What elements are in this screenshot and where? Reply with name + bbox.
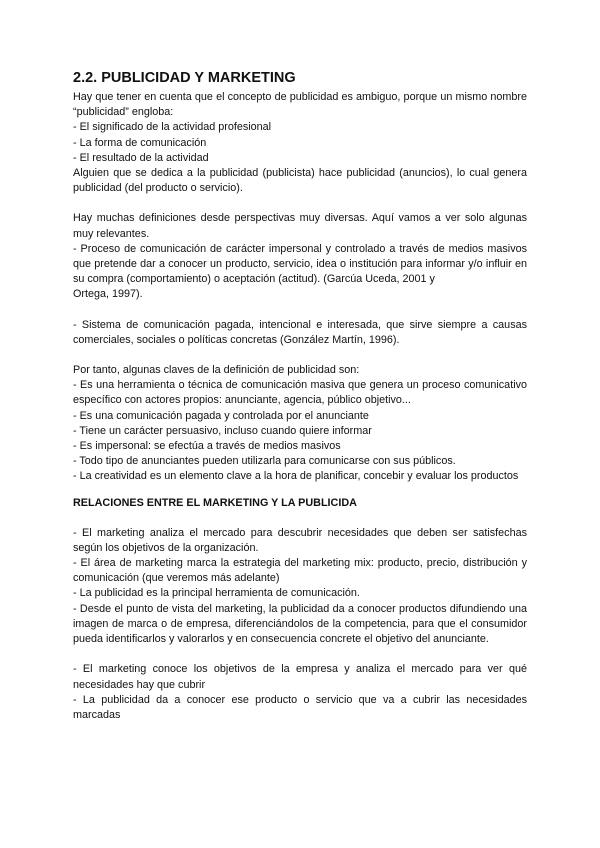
keys-intro: Por tanto, algunas claves de la definición de publicidad son: — [73, 364, 360, 377]
section-title: 2.2. PUBLICIDAD Y MARKETING — [73, 70, 296, 86]
intro-close-paragraph: Alguien que se dedica a la publicidad (publicista) hace publicidad (anuncios), lo cual genera publicidad (del producto o servicio). — [73, 167, 527, 195]
relation-item: - Desde el punto de vista del marketing, la publicidad da a conocer productos difundiendo una imagen de marca o de empresa, diferenciándolos de la competencia, para que el consumidor pueda identificarlos y valorarlos y en consecuencia concrete el objetivo del anunciante. — [73, 602, 527, 646]
intro-paragraph: Hay que tener en cuenta que el concepto de publicidad es ambiguo, porque un mismo nombre “publicidad” engloba: — [73, 91, 527, 119]
key-item: - Es una comunicación pagada y controlada por el anunciante — [73, 409, 369, 422]
definition-item: - Proceso de comunicación de carácter impersonal y controlado a través de medios masivos que pretende dar a conocer un producto, servicio, idea o institución para informar y/o influir en su compra (comportamiento) o aceptación (actitud). (Garcúa Uceda, 2001 y — [73, 242, 527, 286]
document-page — [73, 70, 527, 723]
definition-item-cont: Ortega, 1997). — [73, 288, 143, 301]
relations-heading: RELACIONES ENTRE EL MARKETING Y LA PUBLICIDA — [73, 496, 357, 509]
key-item: - La creatividad es un elemento clave a la hora de planificar, concebir y evaluar los productos — [73, 470, 519, 483]
intro-item: - El significado de la actividad profesional — [73, 121, 272, 134]
closing-item: - La publicidad da a conocer ese producto o servicio que va a cubrir las necesidades marcadas — [73, 693, 527, 721]
key-item: - Es una herramienta o técnica de comunicación masiva que genera un proceso comunicativo específico con actores propios: anunciante, agencia, público objetivo... — [73, 379, 527, 407]
definitions-intro: Hay muchas definiciones desde perspectivas muy diversas. Aquí vamos a ver solo algunas muy relevantes. — [73, 212, 527, 240]
relation-item: - El área de marketing marca la estrategia del marketing mix: producto, precio, distribución y comunicación (que veremos más adelante) — [73, 557, 527, 585]
intro-item: - La forma de comunicación — [73, 136, 207, 149]
key-item: - Todo tipo de anunciantes pueden utilizarla para comunicarse con sus públicos. — [73, 455, 456, 468]
relation-item: - El marketing analiza el mercado para descubrir necesidades que deben ser satisfechas según los objetivos de la organización. — [73, 526, 527, 554]
closing-item: - El marketing conoce los objetivos de la empresa y analiza el mercado para ver qué necesidades hay que cubrir — [73, 663, 527, 691]
relation-item: - La publicidad es la principal herramienta de comunicación. — [73, 587, 360, 600]
key-item: - Tiene un carácter persuasivo, incluso cuando quiere informar — [73, 424, 372, 437]
intro-item: - El resultado de la actividad — [73, 151, 209, 164]
key-item: - Es impersonal: se efectúa a través de medios masivos — [73, 440, 341, 453]
definition-item: - Sistema de comunicación pagada, intencional e interesada, que sirve siempre a causas comerciales, sociales o políticas concretas (González Martín, 1996). — [73, 318, 527, 346]
